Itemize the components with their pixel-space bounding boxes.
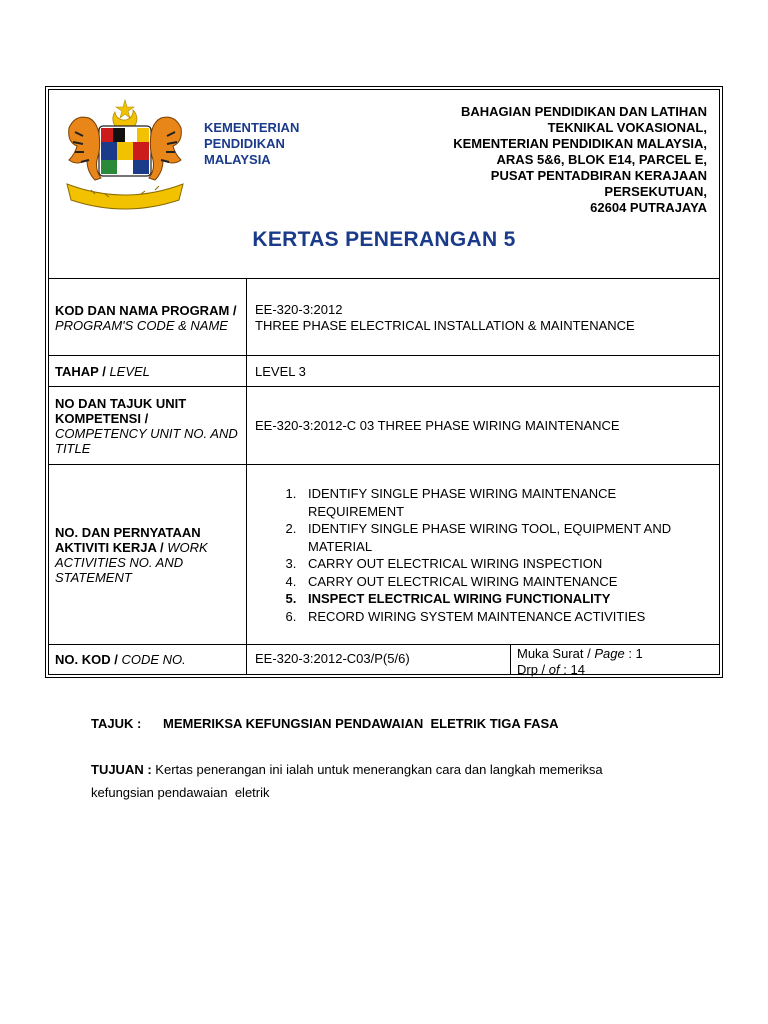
- list-item: 3. CARRY OUT ELECTRICAL WIRING INSPECTION: [300, 555, 711, 573]
- code-label: [49, 645, 247, 674]
- address-line: 62604 PUTRAJAYA: [590, 200, 707, 215]
- tujuan-text-line-2: kefungsian pendawaian eletrik: [91, 785, 270, 800]
- address-line: ARAS 5&6, BLOK E14, PARCEL E,: [496, 152, 707, 167]
- tujuan-label: TUJUAN :: [91, 762, 152, 777]
- address-line: KEMENTERIAN PENDIDIKAN MALAYSIA,: [453, 136, 707, 151]
- competency-unit-value: [247, 387, 719, 465]
- program-value: [247, 279, 719, 356]
- code-row: [49, 644, 719, 677]
- level-text: LEVEL 3: [255, 363, 306, 379]
- page-label-italic: Page: [594, 646, 625, 661]
- list-item: 6. RECORD WIRING SYSTEM MAINTENANCE ACTIVITIES: [300, 608, 711, 626]
- level-label-bold: TAHAP /: [55, 364, 106, 379]
- work-activities-row: [49, 464, 719, 645]
- tujuan-text-line-1: Kertas penerangan ini ialah untuk menerangkan cara dan langkah memeriksa: [155, 762, 603, 777]
- competency-unit-label: [49, 387, 247, 465]
- code-label-italic: CODE NO.: [121, 652, 186, 667]
- page-label: Muka Surat /: [517, 646, 591, 661]
- competency-unit-text: EE-320-3:2012-C 03 THREE PHASE WIRING MAINTENANCE: [255, 418, 620, 433]
- work-activities-label: [49, 465, 247, 645]
- program-label-bold: KOD DAN NAMA PROGRAM /: [55, 302, 237, 318]
- page-total: [517, 662, 713, 678]
- malaysia-coat-of-arms-icon: [61, 98, 189, 216]
- address-line: BAHAGIAN PENDIDIKAN DAN LATIHAN: [460, 104, 707, 119]
- tujuan-paragraph: [91, 758, 603, 804]
- level-label: [49, 356, 247, 387]
- address-line: TEKNIKAL VOKASIONAL,: [547, 120, 707, 135]
- level-label-italic: LEVEL: [109, 364, 150, 379]
- document-inner-frame: [48, 89, 720, 675]
- page-info: [510, 645, 719, 677]
- level-row: [49, 355, 719, 387]
- competency-unit-label-bold: NO DAN TAJUK UNIT KOMPETENSI /: [55, 396, 187, 426]
- list-item: 2. IDENTIFY SINGLE PHASE WIRING TOOL, EQUIPMENT AND MATERIAL: [300, 520, 711, 555]
- document-header: [49, 90, 719, 278]
- ministry-name: KEMENTERIAN PENDIDIKAN MALAYSIA: [204, 120, 300, 167]
- office-address: [453, 104, 707, 216]
- program-label-italic: PROGRAM'S CODE & NAME: [55, 317, 228, 333]
- of-label: Drp /: [517, 662, 546, 677]
- page-number: [517, 646, 713, 662]
- tajuk-line: [91, 712, 559, 735]
- tajuk-label: TAJUK :: [91, 716, 142, 731]
- program-row: [49, 278, 719, 356]
- list-item: 4. CARRY OUT ELECTRICAL WIRING MAINTENANCE: [300, 573, 711, 591]
- list-item: 5. INSPECT ELECTRICAL WIRING FUNCTIONALITY: [300, 590, 711, 608]
- tajuk-value: MEMERIKSA KEFUNGSIAN PENDAWAIAN ELETRIK TIGA FASA: [163, 716, 559, 731]
- document-title: KERTAS PENERANGAN 5: [252, 228, 516, 251]
- work-activities-label-bold: NO. DAN PERNYATAAN AKTIVITI KERJA /: [55, 525, 201, 555]
- document-frame: [45, 86, 723, 678]
- work-activities-list: [255, 485, 711, 625]
- address-line: PUSAT PENTADBIRAN KERAJAAN: [490, 168, 707, 183]
- program-code: EE-320-3:2012: [255, 301, 343, 317]
- program-label: [49, 279, 247, 356]
- competency-unit-label-italic: COMPETENCY UNIT NO. AND TITLE: [55, 426, 238, 456]
- page-value: : 1: [628, 646, 643, 661]
- list-item: 1. IDENTIFY SINGLE PHASE WIRING MAINTENANCE REQUIREMENT: [300, 485, 711, 520]
- code-value: [247, 645, 507, 674]
- work-activities-label-italic: WORK ACTIVITIES NO. AND STATEMENT: [55, 540, 208, 585]
- address-line: PERSEKUTUAN,: [604, 184, 707, 199]
- work-activities-value: [247, 465, 719, 645]
- code-label-bold: NO. KOD /: [55, 652, 118, 667]
- of-value: : 14: [563, 662, 585, 677]
- competency-unit-row: [49, 386, 719, 465]
- program-name: THREE PHASE ELECTRICAL INSTALLATION & MAINTENANCE: [255, 317, 635, 333]
- code-text: EE-320-3:2012-C03/P(5/6): [255, 651, 410, 666]
- of-label-italic: of: [548, 662, 560, 677]
- level-value: [247, 356, 719, 387]
